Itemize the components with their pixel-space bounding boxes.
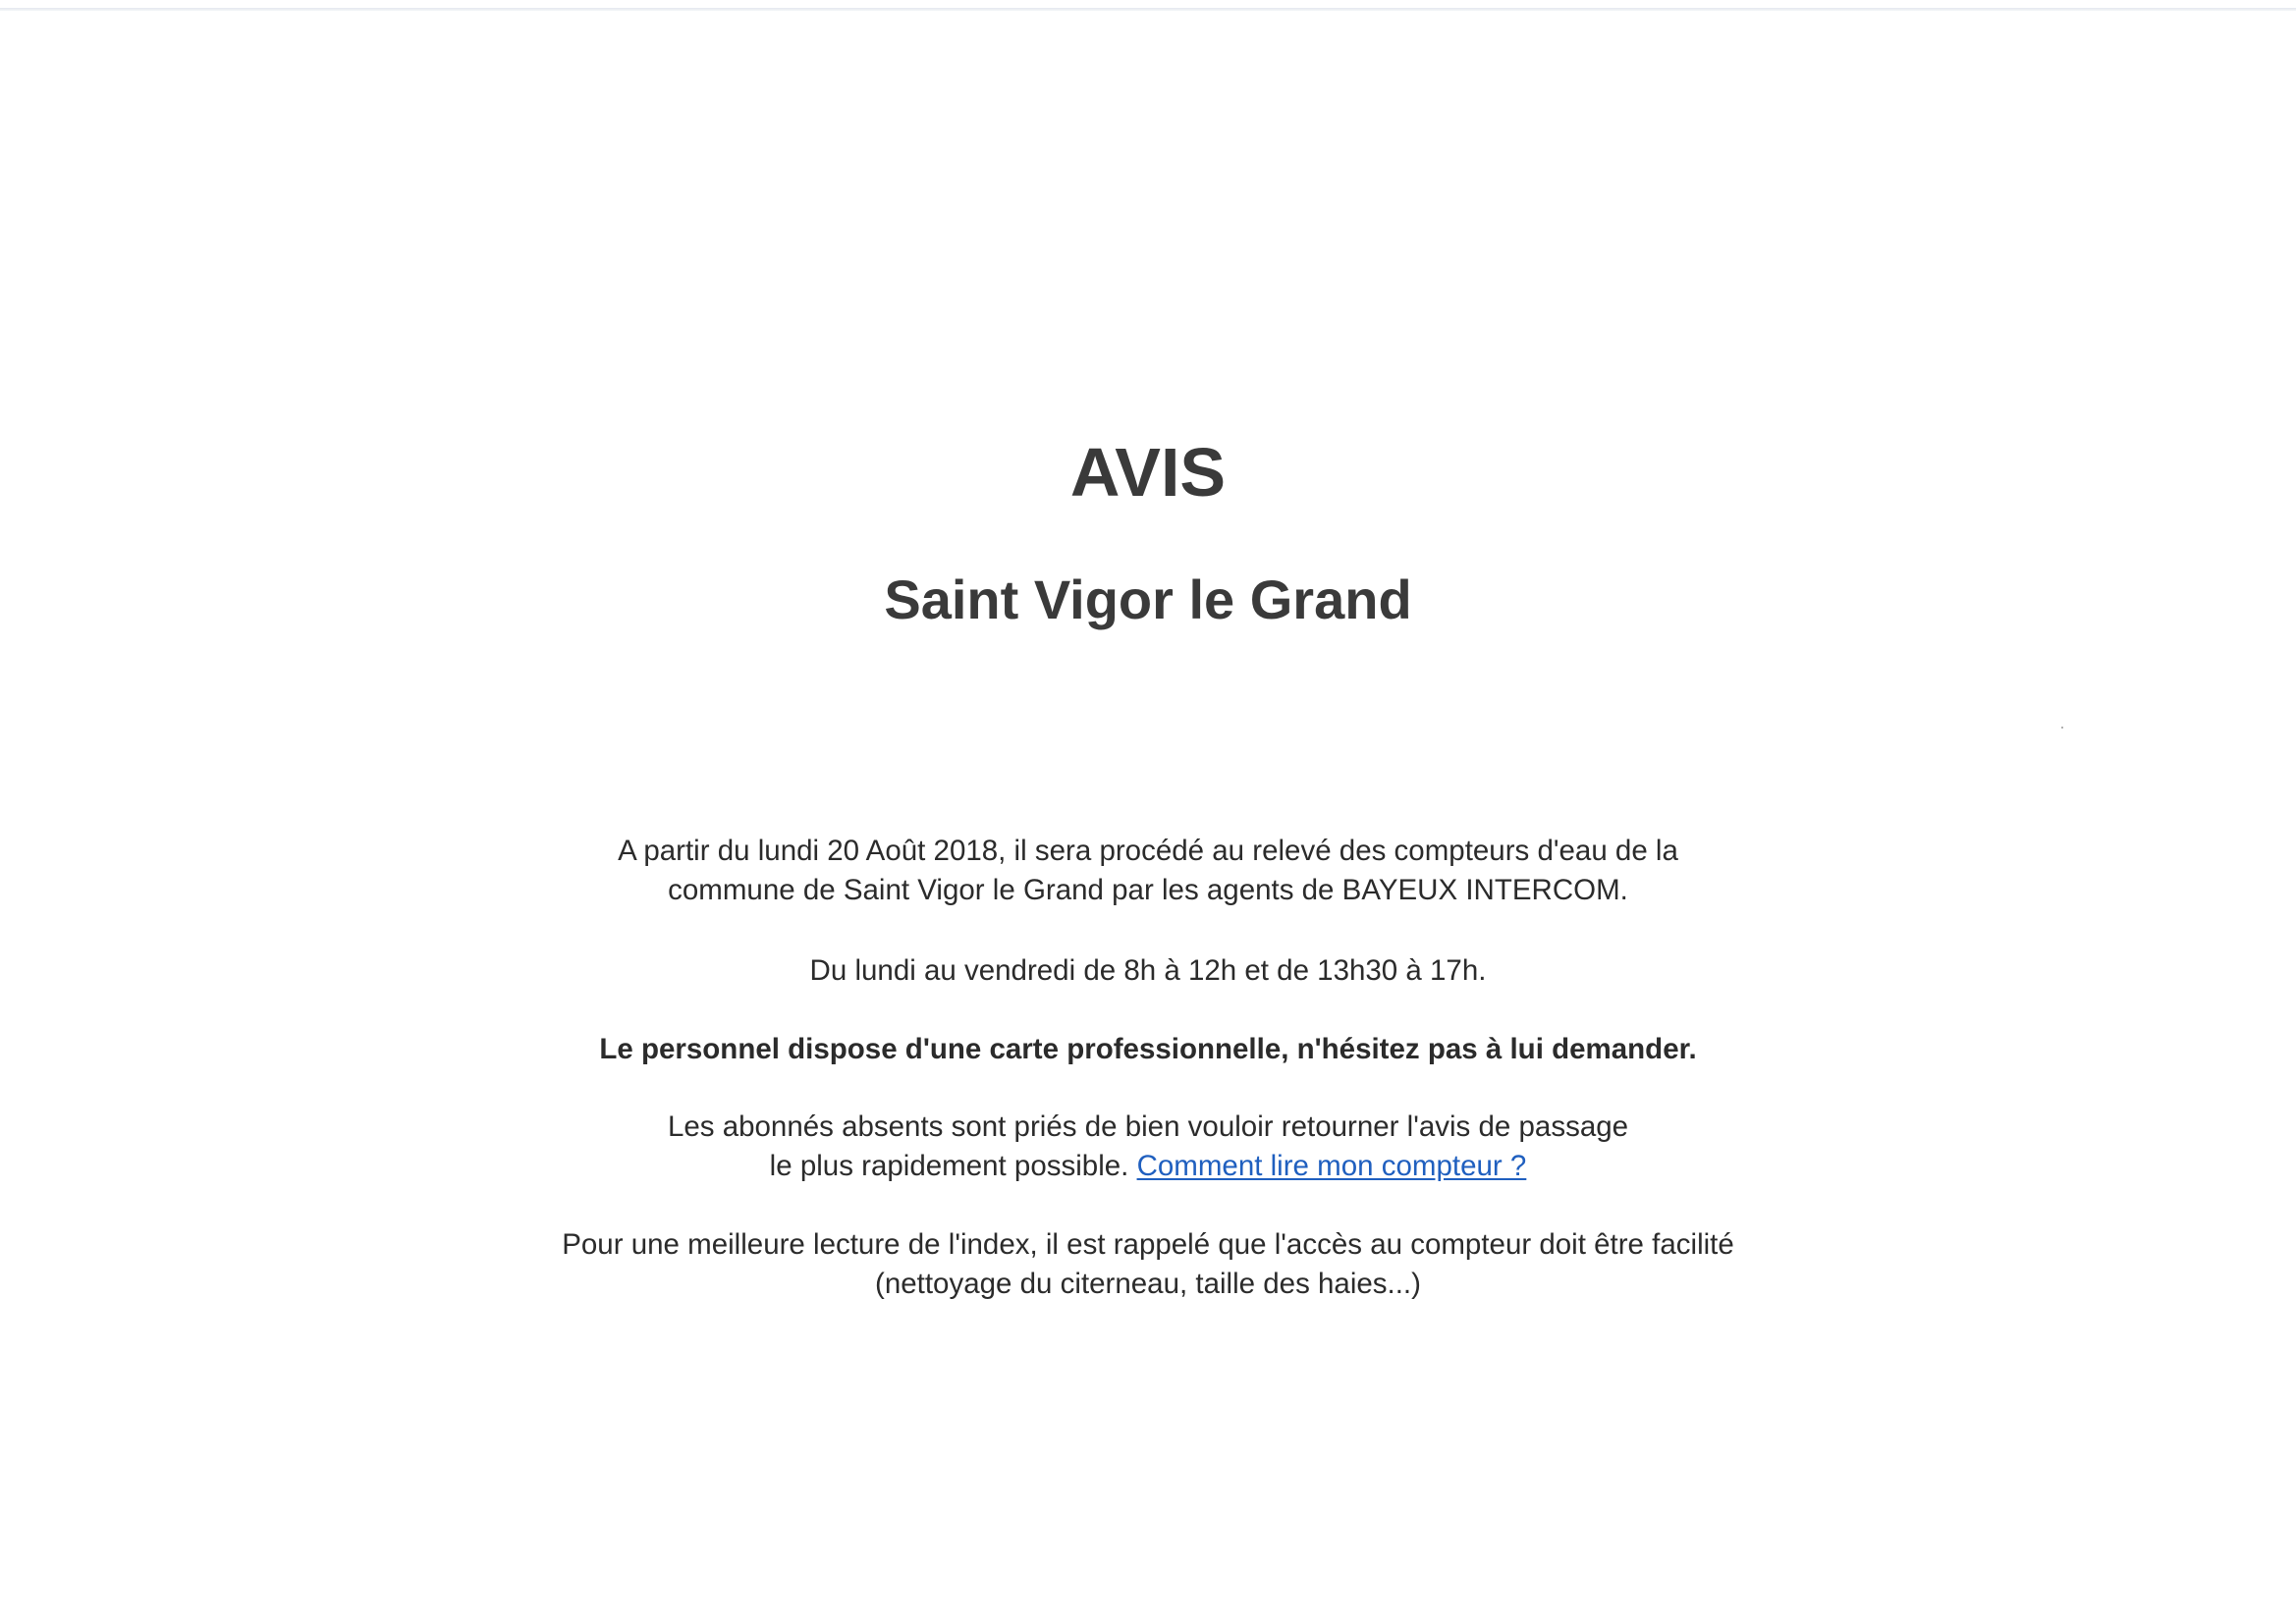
paragraph-line: Les abonnés absents sont priés de bien vouloir retourner l'avis de passage <box>667 1110 1629 1143</box>
paragraph-reading-start <box>0 832 2296 910</box>
paragraph-absent-subscribers <box>0 1108 2296 1186</box>
read-meter-link[interactable]: Comment lire mon compteur ? <box>1136 1150 1527 1182</box>
paragraph-line: (nettoyage du citerneau, taille des haies...) <box>875 1268 1421 1300</box>
paragraph-line: Le personnel dispose d'une carte professionnelle, n'hésitez pas à lui demander. <box>599 1033 1697 1065</box>
paragraph-line: Pour une meilleure lecture de l'index, il est rappelé que l'accès au compteur doit être facilité <box>562 1228 1734 1261</box>
paragraph-line <box>0 1147 2296 1186</box>
paragraph-professional-card <box>0 1030 2296 1069</box>
paragraph-line: A partir du lundi 20 Août 2018, il sera procédé au relevé des compteurs d'eau de la <box>618 835 1678 867</box>
paragraph-meter-access <box>0 1225 2296 1304</box>
paragraph-line: commune de Saint Vigor le Grand par les agents de BAYEUX INTERCOM. <box>668 874 1628 906</box>
paragraph-line: Du lundi au vendredi de 8h à 12h et de 13h30 à 17h. <box>809 954 1487 987</box>
notice-subtitle: Saint Vigor le Grand <box>884 568 1412 630</box>
paragraph-hours <box>0 951 2296 991</box>
paragraph-line-text: le plus rapidement possible. <box>769 1150 1129 1182</box>
notice-title: AVIS <box>1069 434 1227 511</box>
